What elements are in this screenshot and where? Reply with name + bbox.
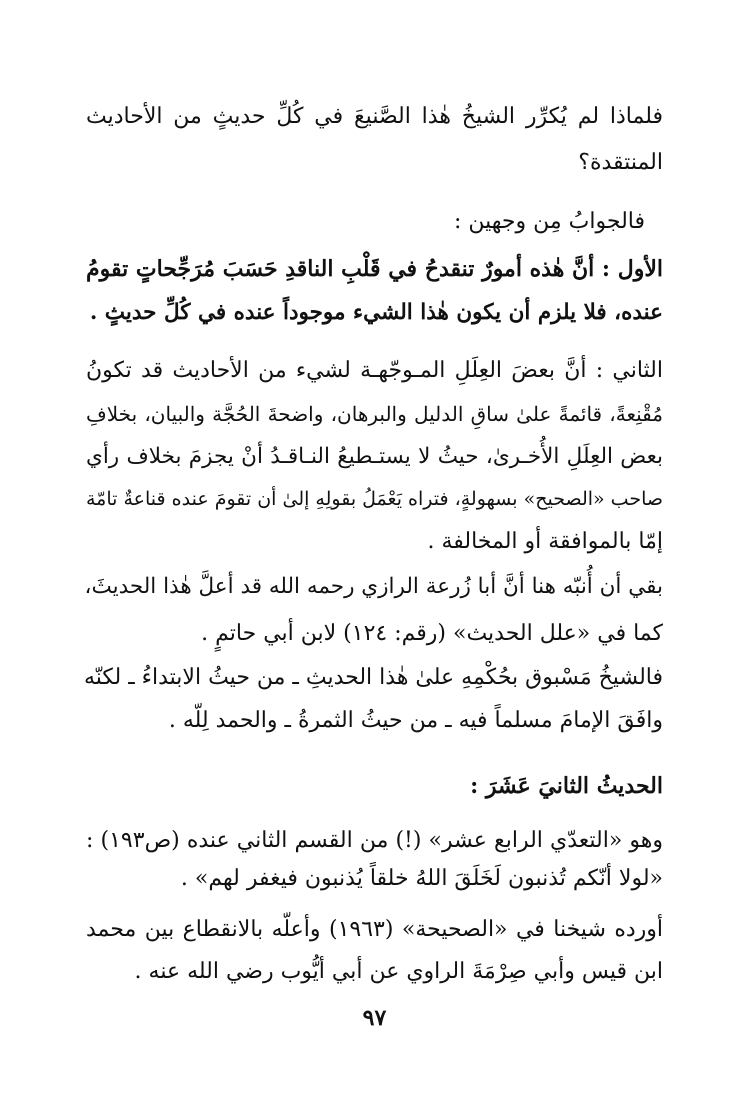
text-line-2: المنتقدة؟ (578, 150, 663, 175)
text-line-16: وهو «التعدّي الرابع عشر» (!) من القسم الثاني عنده (ص١٩٣) : (86, 828, 663, 853)
text-line-3: فالجوابُ مِن وجهين : (454, 209, 645, 234)
text-line-12: كما في «علل الحديث» (رقم: ١٢٤) لابن أبي حاتمٍ . (201, 621, 663, 646)
text-line-6: الثاني : أنَّ بعضَ العِلَلِ المـوجّهـة لشيء من الأحاديث قد تكونُ (86, 358, 663, 383)
page-number: ٩٧ (362, 1005, 387, 1031)
text-line-19: ابن قيس وأبي صِرْمَةَ الراوي عن أبي أيُّوب رضي الله عنه . (134, 959, 663, 984)
text-line-8: بعض العِلَلِ الأُخـرىٰ، حيثُ لا يستـطيعُ النـاقـدُ أنْ يجزمَ بخلاف رأي (86, 444, 663, 469)
section-heading: الحديثُ الثانيَ عَشَرَ : (470, 773, 663, 799)
text-line-10: إمّا بالموافقة أو المخالفة . (427, 529, 663, 554)
text-line-1: فلماذا لم يُكرِّر الشيخُ هٰذا الصَّنيعَ في كُلِّ حديثٍ من الأحاديث (86, 104, 663, 129)
text-line-18: أورده شيخنا في «الصحيحة» (١٩٦٣) وأعلّه بالانقطاع بين محمد (86, 917, 664, 942)
text-line-13: فالشيخُ مَسْبوق بحُكْمِهِ علىٰ هٰذا الحديثِ ـ من حيثُ الابتداءُ ـ لكنّه (83, 665, 663, 690)
text-line-17: «لولا أنّكم تُذنبون لَخَلَقَ اللهُ خلقاً يُذنبون فيغفر لهم» . (180, 866, 663, 891)
text-line-5: عنده، فلا يلزم أن يكون هٰذا الشيء موجوداً عنده في كُلِّ حديثٍ . (89, 300, 663, 325)
text-line-14: وافَقَ الإمامَ مسلماً فيه ـ من حيثُ الثمرةُ ـ والحمد لِلّه . (168, 708, 663, 733)
text-line-9: صاحب «الصحيح» بسهولةٍ، فتراه يَعْمَلُ بقولِهِ إلىٰ أن تقومَ عنده قناعةٌ تامّة (86, 488, 663, 510)
text-line-4: الأول : أنَّ هٰذه أمورٌ تنقدحُ في قَلْبِ الناقدِ حَسَبَ مُرَجِّحاتٍ تقومُ (86, 256, 663, 282)
text-line-7: مُقْنِعةً، قائمةً علىٰ ساقِ الدليل والبرهان، واضحةَ الحُجَّة والبيان، بخلافِ (86, 402, 664, 426)
text-line-11: بقي أن أُنبّه هنا أنَّ أبا زُرعة الرازي رحمه الله قد أعلَّ هٰذا الحديثَ، (84, 574, 663, 599)
